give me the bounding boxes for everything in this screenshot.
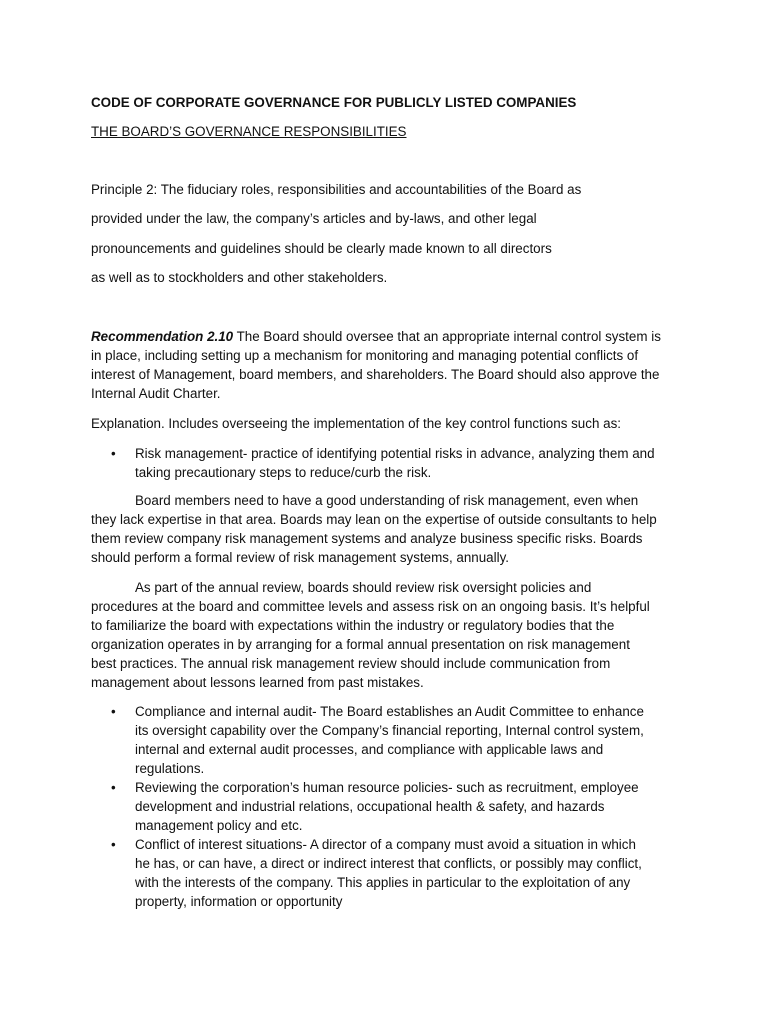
- bullet-conflict-line: property, information or opportunity: [135, 894, 343, 909]
- bullet-icon: •: [111, 837, 116, 852]
- recommendation-label: Recommendation 2.10: [91, 329, 234, 344]
- recommendation-line: interest of Management, board members, and shareholders. The Board should also approve the: [91, 367, 660, 382]
- para-risk-1-line: they lack expertise in that area. Boards may lean on the expertise of outside consultants to help: [91, 512, 657, 527]
- section-heading: THE BOARD’S GOVERNANCE RESPONSIBILITIES: [91, 124, 407, 139]
- bullet-risk-line: Risk management- practice of identifying potential risks in advance, analyzing them and: [135, 446, 655, 461]
- recommendation-first-line: [91, 327, 691, 346]
- bullet-hr-line: Reviewing the corporation’s human resource policies- such as recruitment, employee: [135, 780, 639, 795]
- bullet-compliance-line: internal and external audit processes, and compliance with applicable laws and: [135, 742, 604, 757]
- para-risk-2-line: organization operates in by arranging for a formal annual presentation on risk management: [91, 637, 630, 652]
- principle-line: pronouncements and guidelines should be clearly made known to all directors: [91, 241, 552, 256]
- recommendation-line: in place, including setting up a mechanism for monitoring and managing potential conflicts of: [91, 348, 639, 363]
- bullet-icon: •: [111, 446, 116, 461]
- doc-title: CODE OF CORPORATE GOVERNANCE FOR PUBLICLY LISTED COMPANIES: [91, 95, 577, 110]
- bullet-conflict-line: Conflict of interest situations- A director of a company must avoid a situation in which: [135, 837, 636, 852]
- para-risk-2-line: As part of the annual review, boards should review risk oversight policies and: [135, 580, 592, 595]
- principle-line: Principle 2: The fiduciary roles, responsibilities and accountabilities of the Board as: [91, 182, 582, 197]
- bullet-icon: •: [111, 704, 116, 719]
- bullet-compliance-line: its oversight capability over the Company’s financial reporting, Internal control system,: [135, 723, 644, 738]
- bullet-compliance-line: Compliance and internal audit- The Board establishes an Audit Committee to enhance: [135, 704, 644, 719]
- para-risk-1-line: them review company risk management systems and analyze business specific risks. Boards: [91, 531, 643, 546]
- bullet-icon: •: [111, 780, 116, 795]
- recommendation-text: The Board should oversee that an appropriate internal control system is: [233, 329, 661, 344]
- para-risk-2-line: procedures at the board and committee levels and assess risk on an ongoing basis. It’s helpful: [91, 599, 650, 614]
- bullet-conflict-line: he has, or can have, a direct or indirect interest that conflicts, or possibly may conflict,: [135, 856, 642, 871]
- principle-line: as well as to stockholders and other stakeholders.: [91, 270, 388, 285]
- bullet-hr-line: management policy and etc.: [135, 818, 303, 833]
- bullet-compliance-line: regulations.: [135, 761, 205, 776]
- para-risk-2-line: management about lessons learned from past mistakes.: [91, 675, 424, 690]
- bullet-risk-line: taking precautionary steps to reduce/curb the risk.: [135, 465, 432, 480]
- para-risk-2-line: to familiarize the board with expectations within the industry or regulatory bodies that the: [91, 618, 615, 633]
- recommendation-line: Internal Audit Charter.: [91, 386, 221, 401]
- para-risk-2-line: best practices. The annual risk management review should include communication from: [91, 656, 611, 671]
- bullet-hr-line: development and industrial relations, occupational health & safety, and hazards: [135, 799, 605, 814]
- principle-line: provided under the law, the company’s articles and by-laws, and other legal: [91, 211, 537, 226]
- para-risk-1-line: should perform a formal review of risk management systems, annually.: [91, 550, 510, 565]
- explanation: Explanation. Includes overseeing the implementation of the key control functions such as:: [91, 416, 621, 431]
- bullet-conflict-line: with the interests of the company. This applies in particular to the exploitation of any: [135, 875, 631, 890]
- para-risk-1-line: Board members need to have a good understanding of risk management, even when: [135, 493, 639, 508]
